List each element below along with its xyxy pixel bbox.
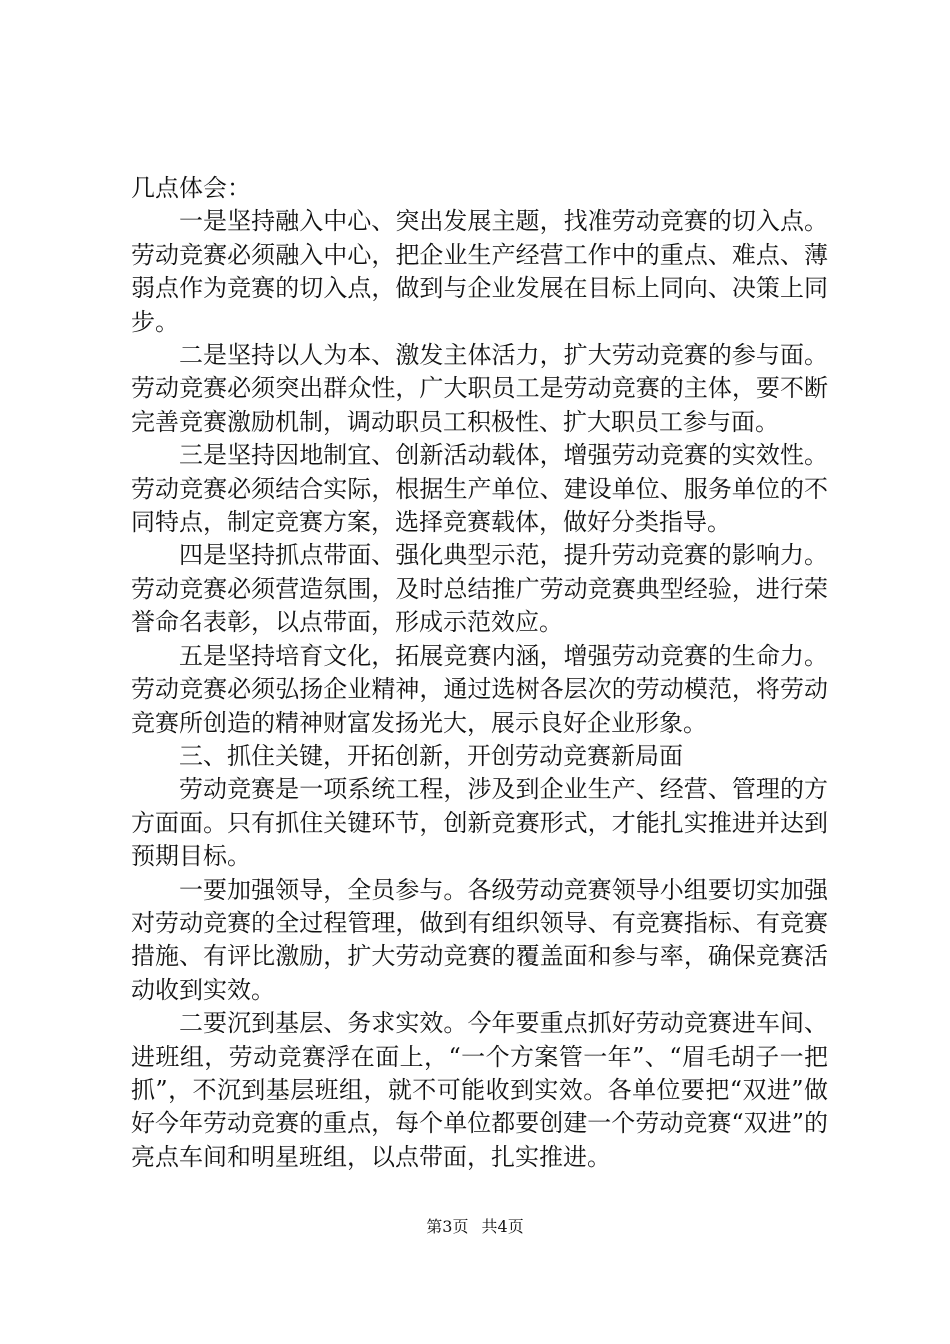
paragraph-point-5: 五是坚持培育文化，拓展竞赛内涵，增强劳动竞赛的生命力。劳动竞赛必须弘扬企业精神，通过选树各层次的劳动模范，将劳动竞赛所创造的精神财富发扬光大，展示良好企业形象。 bbox=[131, 641, 828, 737]
section-heading-3: 三、抓住关键，开拓创新，开创劳动竞赛新局面 bbox=[179, 741, 683, 770]
paragraph-intro: 几点体会： bbox=[131, 174, 251, 202]
page-number: 第3页 bbox=[426, 1217, 469, 1236]
paragraph-point-2: 二是坚持以人为本、激发主体活力，扩大劳动竞赛的参与面。劳动竞赛必须突出群众性，广大职员工是劳动竞赛的主体，要不断完善竞赛激励机制，调动职员工积极性、扩大职员工参与面。 bbox=[131, 341, 828, 436]
document-body bbox=[131, 172, 828, 1174]
paragraph-measure-1: 一要加强领导，全员参与。各级劳动竞赛领导小组要切实加强对劳动竞赛的全过程管理，做到有组织领导、有竞赛指标、有竞赛措施、有评比激励，扩大劳动竞赛的覆盖面和参与率，确保竞赛活动收到实效。 bbox=[131, 875, 828, 1004]
paragraph-point-1: 一是坚持融入中心、突出发展主题，找准劳动竞赛的切入点。劳动竞赛必须融入中心，把企业生产经营工作中的重点、难点、薄弱点作为竞赛的切入点，做到与企业发展在目标上同向、决策上同步。 bbox=[131, 207, 828, 336]
paragraph-point-3: 三是坚持因地制宜、创新活动载体，增强劳动竞赛的实效性。劳动竞赛必须结合实际，根据生产单位、建设单位、服务单位的不同特点，制定竞赛方案，选择竞赛载体，做好分类指导。 bbox=[131, 441, 828, 537]
paragraph-measure-2: 二要沉到基层、务求实效。今年要重点抓好劳动竞赛进车间、进班组，劳动竞赛浮在面上，“一个方案管一年”、“眉毛胡子一把抓”，不沉到基层班组，就不可能收到实效。各单位要把“双进”做好今年劳动竞赛的重点，每个单位都要创建一个劳动竞赛“双进”的亮点车间和明星班组，以点带面，扎实推进。 bbox=[131, 1009, 828, 1171]
paragraph-section-intro: 劳动竞赛是一项系统工程，涉及到企业生产、经营、管理的方方面面。只有抓住关键环节，创新竞赛形式，才能扎实推进并达到预期目标。 bbox=[131, 775, 828, 871]
page-footer bbox=[0, 1214, 950, 1237]
paragraph-point-4: 四是坚持抓点带面、强化典型示范，提升劳动竞赛的影响力。劳动竞赛必须营造氛围，及时总结推广劳动竞赛典型经验，进行荣誉命名表彰，以点带面，形成示范效应。 bbox=[131, 541, 828, 637]
page-total: 共4页 bbox=[481, 1217, 524, 1236]
